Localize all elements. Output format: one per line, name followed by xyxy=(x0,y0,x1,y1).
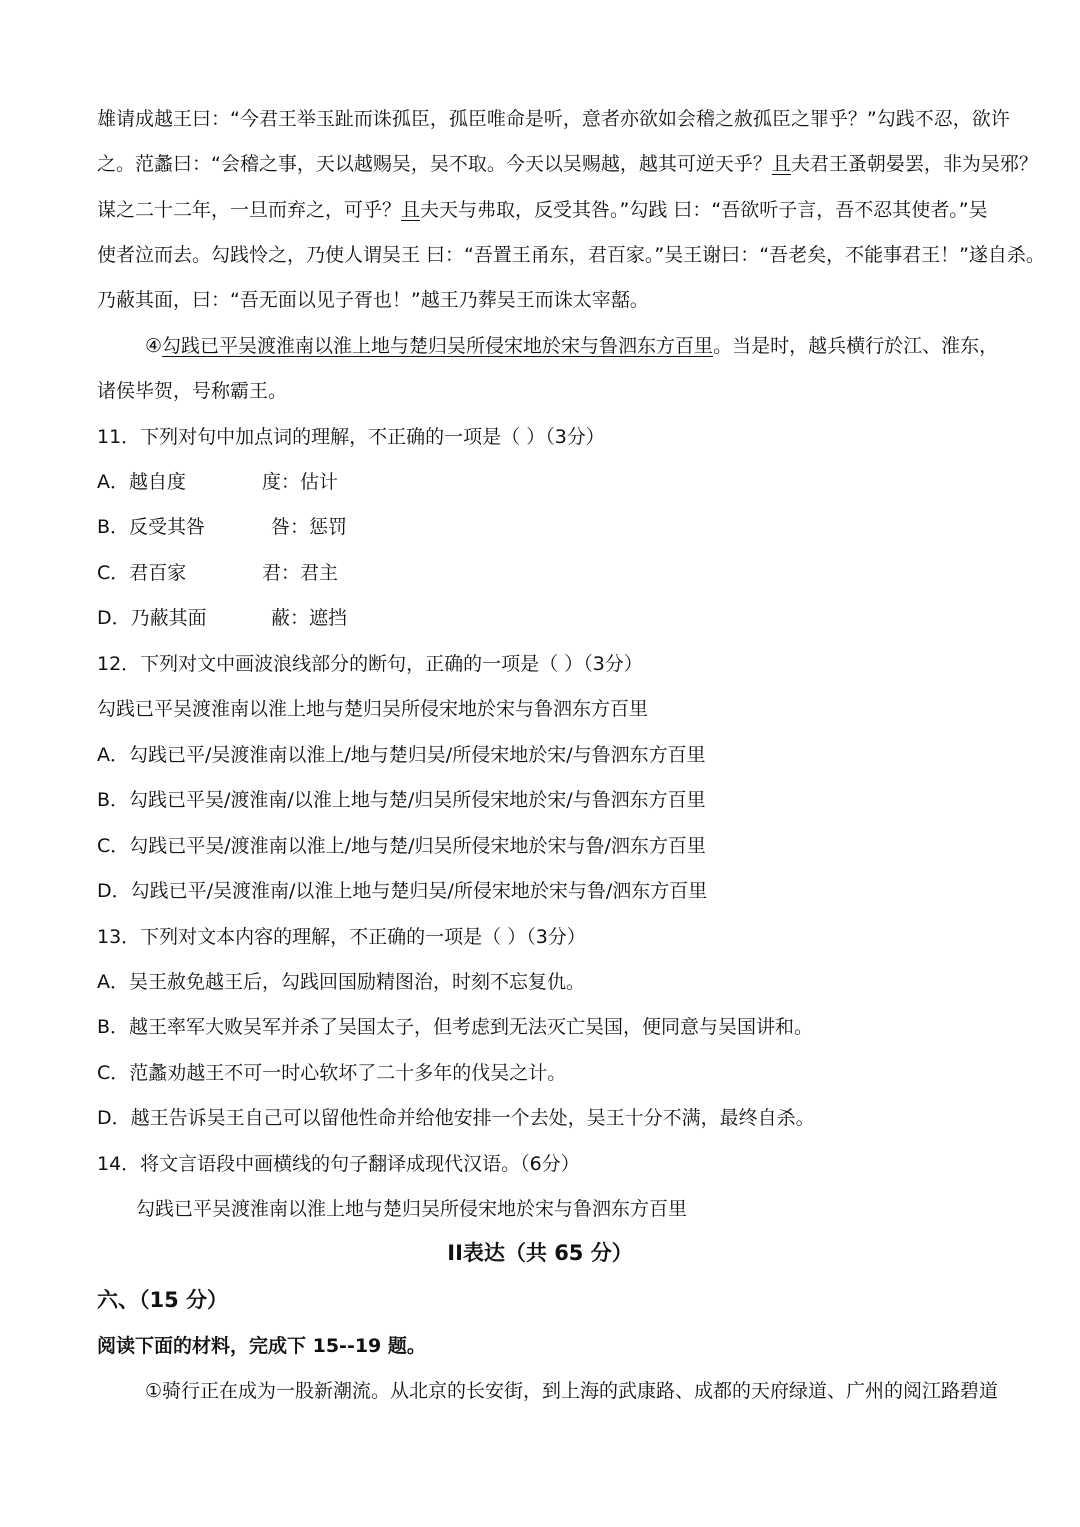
option-gloss: 咎：惩罚 xyxy=(271,516,348,538)
question-12-option-a: A．勾践已平/吴渡淮南以淮上/地与楚归吴/所侵宋地於宋/与鲁泗东方百里 xyxy=(97,744,706,766)
question-11-stem: 11．下列对句中加点词的理解，不正确的一项是（ ）（3分） xyxy=(97,426,605,448)
question-14-sentence: 勾践已平吴渡淮南以淮上地与楚归吴所侵宋地於宋与鲁泗东方百里 xyxy=(136,1198,688,1220)
passage-paragraph-4-line-2: 诸侯毕贺，号称霸王。 xyxy=(97,380,288,402)
passage-line-2-underlined: 且 xyxy=(771,153,791,175)
paragraph-4-after: 。当是时，越兵横行於江、淮东， xyxy=(713,335,999,357)
question-13-option-c: C．范蠡劝越王不可一时心软坏了二十多年的伐吴之计。 xyxy=(97,1062,567,1084)
question-13-stem: 13．下列对文本内容的理解，不正确的一项是（ ）（3分） xyxy=(97,926,586,948)
question-13-option-a: A．吴王赦免越王后，勾践回国励精图治，时刻不忘复仇。 xyxy=(97,971,585,993)
question-13-option-b: B．越王率军大败吴军并杀了吴国太子，但考虑到无法灭亡吴国，便同意与吴国讲和。 xyxy=(97,1016,814,1038)
option-gloss: 度：估计 xyxy=(262,471,339,493)
material-paragraph-1: ①骑行正在成为一股新潮流。从北京的长安街，到上海的武康路、成都的天府绿道、广州的阅江路碧道 xyxy=(145,1380,999,1402)
question-12-option-d: D．勾践已平/吴渡淮南/以淮上地与楚归吴/所侵宋地於宋与鲁/泗东方百里 xyxy=(97,880,708,902)
option-label: D．乃蔽其面 xyxy=(97,607,207,629)
option-label: C．君百家 xyxy=(97,562,187,584)
question-14-stem: 14．将文言语段中画横线的句子翻译成现代汉语。（6分） xyxy=(97,1153,580,1175)
option-gloss: 蔽：遮挡 xyxy=(271,607,348,629)
passage-line-2-before: 之。范蠡曰：“会稽之事，天以越赐吴，吴不取。今天以吴赐越，越其可逆天乎？ xyxy=(97,153,772,175)
passage-line-3-underlined: 且 xyxy=(401,199,421,221)
option-gloss: 君：君主 xyxy=(262,562,339,584)
option-label: B．反受其咎 xyxy=(97,516,206,538)
passage-line-3-after: 夫天与弗取，反受其咎。”勾践 曰：“吾欲听子言，吾不忍其使者。”吴 xyxy=(420,199,988,221)
passage-line-2 xyxy=(97,151,1080,177)
paragraph-marker: ④ xyxy=(145,335,163,357)
question-12-option-b: B．勾践已平吴/渡淮南/以淮上地与楚/归吴所侵宋地於宋/与鲁泗东方百里 xyxy=(97,789,706,811)
question-13-option-d: D．越王告诉吴王自己可以留他性命并给他安排一个去处，吴王十分不满，最终自杀。 xyxy=(97,1107,815,1129)
passage-line-5: 乃蔽其面，曰：“吾无面以见子胥也！”越王乃葬吴王而诛太宰嚭。 xyxy=(97,289,649,311)
question-12-sentence: 勾践已平吴渡淮南以淮上地与楚归吴所侵宋地於宋与鲁泗东方百里 xyxy=(97,698,649,720)
passage-line-1: 雄请成越王曰：“今君王举玉趾而诛孤臣，孤臣唯命是听，意者亦欲如会稽之赦孤臣之罪乎？”勾践不忍，欲许 xyxy=(97,108,1010,130)
question-12-option-c: C．勾践已平吴/渡淮南以淮上/地与楚/归吴所侵宋地於宋与鲁/泗东方百里 xyxy=(97,835,706,857)
passage-line-4: 使者泣而去。勾践怜之，乃使人谓吴王 曰：“吾置王甬东，君百家。”吴王谢曰：“吾老矣，不能事君王！”遂自杀。 xyxy=(97,244,1045,266)
passage-line-2-after: 夫君王蚤朝晏罢，非为吴邪？ xyxy=(790,153,1038,175)
section-title: II表达（共 65 分） xyxy=(447,1241,633,1265)
passage-line-3-before: 谋之二十二年，一旦而弃之，可乎？ xyxy=(97,199,402,221)
passage-paragraph-4 xyxy=(145,333,1080,359)
underlined-sentence: 勾践已平吴渡淮南以淮上地与楚归吴所侵宋地於宋与鲁泗东方百里 xyxy=(162,335,714,357)
option-label: A．越自度 xyxy=(97,471,186,493)
question-12-stem: 12．下列对文中画波浪线部分的断句，正确的一项是（ ）（3分） xyxy=(97,653,643,675)
part-heading: 六、（15 分） xyxy=(97,1288,229,1312)
passage-line-3 xyxy=(97,197,1080,223)
reading-instruction: 阅读下面的材料，完成下 15--19 题。 xyxy=(97,1335,426,1357)
